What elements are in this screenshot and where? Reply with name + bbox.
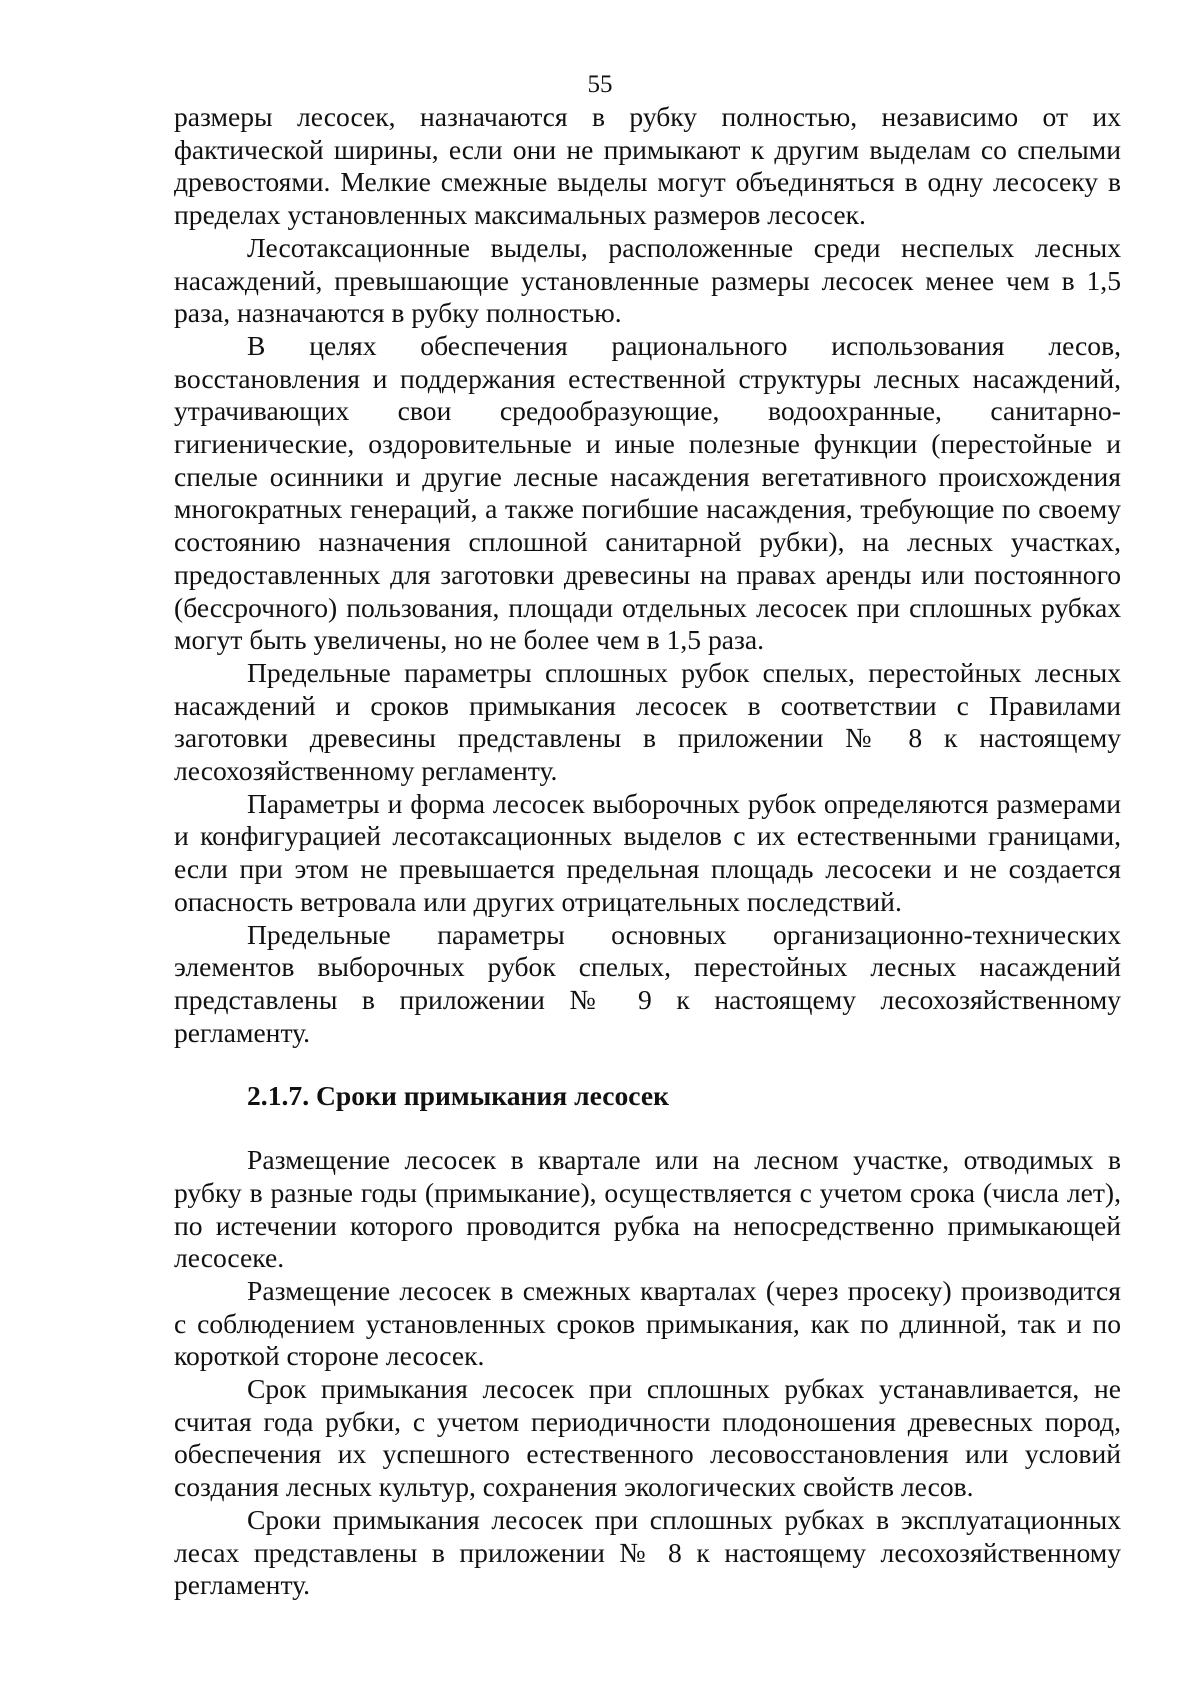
section-heading: 2.1.7. Сроки примыкания лесосек: [247, 1080, 669, 1112]
paragraph: Срок примыкания лесосек при сплошных рубках устанавливается, не считая года рубки, с учетом периодичности плодоношения древесных пород, обеспечения их успешного естественного лесовосстановления или условий создания лесных культур, сохранения экологических свойств лесов.: [174, 1373, 1121, 1503]
paragraph: В целях обеспечения рационального использования лесов, восстановления и поддержания естественной структуры лесных насаждений, утрачивающих свои средообразующие, водоохранные, санитарно-гигиенические, оздоровительные и иные полезные функции (перестойные и спелые осинники и другие лесные насаждения вегетативного происхождения многократных генераций, а также погибшие насаждения, требующие по своему состоянию назначения сплошной санитарной рубки), на лесных участках, предоставленных для заготовки древесины на правах аренды или постоянного (бессрочного) пользования, площади отдельных лесосек при сплошных рубках могут быть увеличены, но не более чем в 1,5 раза.: [174, 329, 1121, 656]
page-number: 55: [587, 71, 613, 98]
paragraph: Размещение лесосек в квартале или на лесном участке, отводимых в рубку в разные годы (примыкание), осуществляется с учетом срока (числа лет), по истечении которого проводится рубка на непосредственно примыкающей лесосеке.: [174, 1144, 1121, 1274]
paragraph: Сроки примыкания лесосек при сплошных рубках в эксплуатационных лесах представлены в приложении № 8 к настоящему лесохозяйственному регламенту.: [174, 1503, 1121, 1601]
paragraph: Размещение лесосек в смежных кварталах (через просеку) производится с соблюдением установленных сроков примыкания, как по длинной, так и по короткой стороне лесосек.: [174, 1274, 1121, 1372]
paragraph-continuation: размеры лесосек, назначаются в рубку полностью, независимо от их фактической ширины, если они не примыкают к другим выделам со спелыми древостоями. Мелкие смежные выделы могут объединяться в одну лесосеку в пределах установленных максимальных размеров лесосек.: [174, 101, 1121, 231]
paragraph: Лесотаксационные выделы, расположенные среди неспелых лесных насаждений, превышающие установленные размеры лесосек менее чем в 1,5 раза, назначаются в рубку полностью.: [174, 231, 1121, 329]
paragraph: Предельные параметры основных организационно-технических элементов выборочных рубок спелых, перестойных лесных насаждений представлены в приложении № 9 к настоящему лесохозяйственному регламенту.: [174, 918, 1121, 1048]
document-body: [174, 101, 1121, 1602]
paragraph: Параметры и форма лесосек выборочных рубок определяются размерами и конфигурацией лесотаксационных выделов с их естественными границами, если при этом не превышается предельная площадь лесосеки и не создается опасность ветровала или других отрицательных последствий.: [174, 787, 1121, 917]
paragraph: Предельные параметры сплошных рубок спелых, перестойных лесных насаждений и сроков примыкания лесосек в соответствии с Правилами заготовки древесины представлены в приложении № 8 к настоящему лесохозяйственному регламенту.: [174, 656, 1121, 787]
